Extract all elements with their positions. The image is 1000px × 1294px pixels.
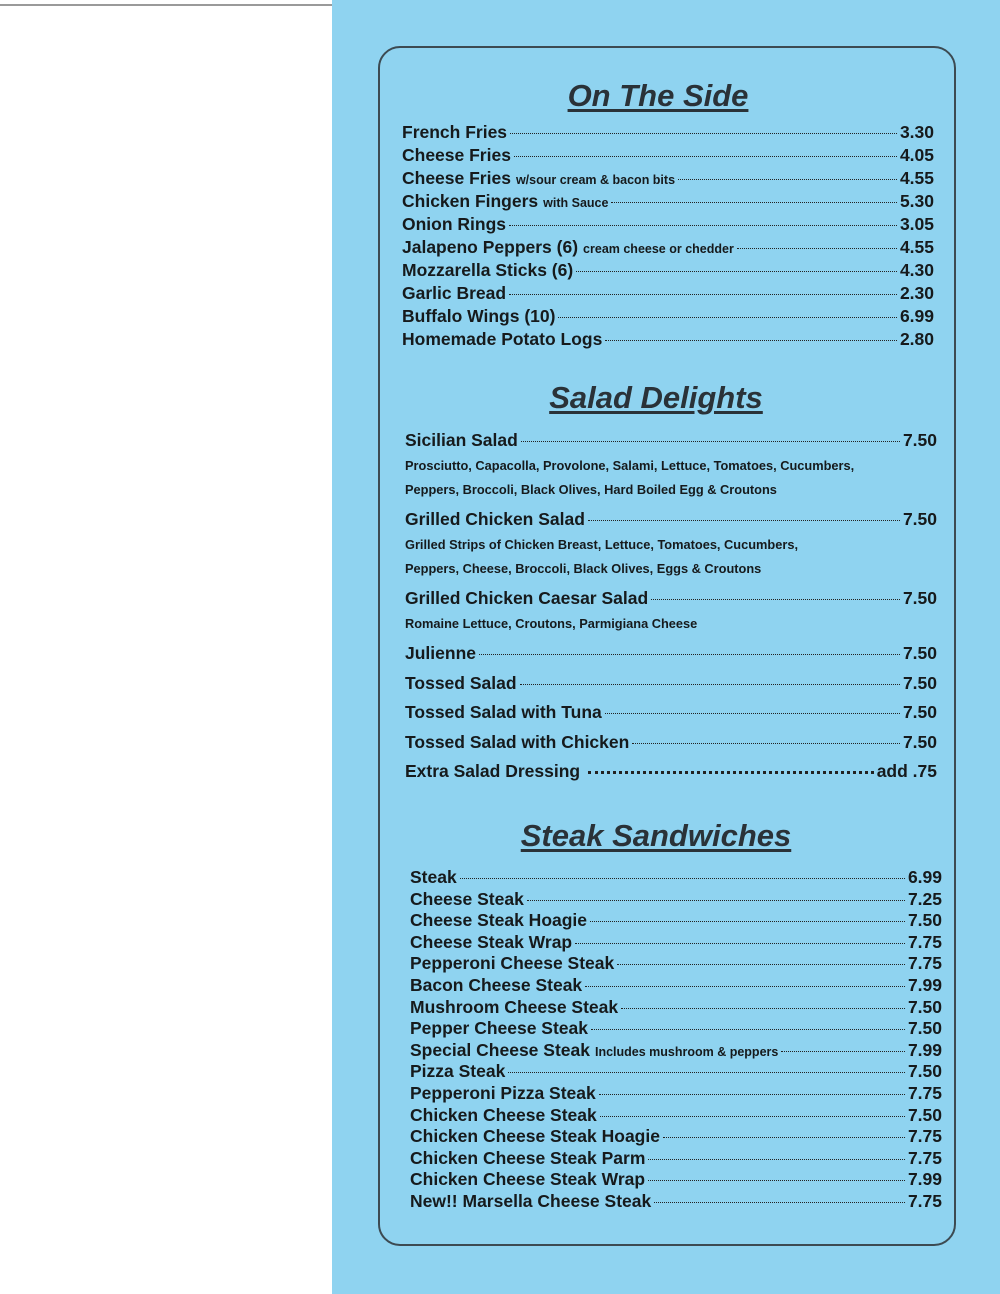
menu-item [410,1061,942,1083]
item-price: 3.05 [899,214,934,234]
item-name: Cheese Fries [402,168,511,188]
item-price: 7.99 [907,1169,942,1190]
menu-item [405,702,937,732]
menu-item-row [410,1148,942,1170]
item-price: 7.50 [907,910,942,931]
menu-item [402,168,934,191]
item-price: 7.99 [907,1039,942,1060]
item-name: Pepper Cheese Steak [410,1018,589,1039]
item-name: Bacon Cheese Steak [410,974,583,995]
menu-item [410,1191,942,1213]
item-price: 7.75 [907,1126,942,1147]
dot-leader [605,713,900,714]
item-price: 7.50 [902,643,937,663]
steak-item-list [410,867,942,1213]
item-price: 4.05 [899,145,934,165]
dot-leader [678,179,897,180]
menu-item-row [410,910,942,932]
menu-item [410,1169,942,1191]
menu-item [402,237,934,260]
menu-item-row [410,975,942,997]
dot-leader [651,599,900,600]
dot-leader [617,964,905,965]
item-name: Pizza Steak [410,1061,506,1082]
item-name: Buffalo Wings (10) [402,306,556,326]
menu-item [410,997,942,1019]
item-name: Julienne [405,643,476,663]
menu-item [410,910,942,932]
menu-item-row [410,953,942,975]
item-price: 7.50 [902,672,937,693]
section-steak-sandwiches [410,818,942,1213]
item-name: Tossed Salad with Tuna [405,702,602,723]
extra-dressing-name: Extra Salad Dressing [405,761,581,782]
menu-item [402,306,934,329]
item-price: 3.30 [899,122,934,142]
menu-item-row [405,673,937,697]
menu-item-row [405,702,937,726]
item-name: Homemade Potato Logs [402,329,603,349]
menu-item-row [410,932,942,954]
dot-leader [479,654,900,655]
menu-item-row [402,329,934,352]
menu-item [405,673,937,703]
menu-item-row [410,889,942,911]
item-price: 6.99 [899,306,934,326]
extra-dressing-price: add .75 [876,761,937,782]
menu-item-row [410,1018,942,1040]
item-price: 4.55 [899,237,934,257]
dot-leader [654,1202,905,1203]
menu-item-row [402,214,934,237]
dot-leader [588,520,900,521]
item-name: Mushroom Cheese Steak [410,996,619,1017]
item-name: Mozzarella Sticks (6) [402,260,574,280]
menu-item [402,191,934,214]
dot-leader [510,133,897,134]
item-price: 7.25 [907,888,942,909]
item-name: Garlic Bread [402,283,507,303]
item-note: cream cheese or chedder [583,242,734,256]
dot-leader [508,1072,905,1073]
item-name: Chicken Fingers [402,191,539,211]
item-name: Jalapeno Peppers (6) [402,237,579,257]
menu-item [410,953,942,975]
item-name: Chicken Cheese Steak [410,1104,597,1125]
side-item-list [402,122,934,352]
item-description: Peppers, Cheese, Broccoli, Black Olives, Eggs & Croutons [405,561,762,576]
menu-item [410,1040,942,1062]
menu-item [405,430,937,502]
menu-item-row [402,191,934,214]
dot-leader [514,156,897,157]
item-description: Peppers, Broccoli, Black Olives, Hard Boiled Egg & Croutons [405,482,777,497]
menu-item [410,1105,942,1127]
item-name: Sicilian Salad [405,430,518,450]
menu-item-row [405,643,937,667]
menu-item-row [402,283,934,306]
dot-leader [648,1180,905,1181]
menu-item [405,643,937,673]
menu-item-row [410,1191,942,1213]
menu-item [410,932,942,954]
menu-item [405,732,937,762]
item-price: 7.50 [902,588,937,608]
extra-salad-dressing-row [405,761,937,791]
dot-leader [611,202,896,203]
dot-leader [590,921,905,922]
dot-leader [621,1008,905,1009]
item-price: 7.50 [907,1018,942,1039]
item-name: Tossed Salad with Chicken [405,731,630,752]
dot-leader [632,743,900,744]
item-name: French Fries [402,122,508,142]
dot-leader [509,225,897,226]
dot-leader [663,1137,905,1138]
item-price: 7.50 [902,509,937,529]
menu-item [410,1018,942,1040]
menu-item-row [410,1040,942,1062]
dot-leader [576,271,897,272]
menu-item [405,509,937,581]
menu-item [410,975,942,997]
item-note: with Sauce [543,196,609,210]
section-title-on-the-side: On The Side [567,78,749,113]
menu-item-row [402,145,934,168]
menu-item-row [402,122,934,145]
item-price: 4.55 [899,168,934,188]
menu-item [402,283,934,306]
menu-item-row [410,1083,942,1105]
item-price: 7.75 [907,1082,942,1103]
item-description: Grilled Strips of Chicken Breast, Lettuce, Tomatoes, Cucumbers, [405,537,799,552]
salad-item-list [405,430,937,761]
dot-leader [521,441,900,442]
menu-item [402,122,934,145]
item-price: 7.99 [907,974,942,995]
dot-leader [575,943,905,944]
item-name: Pepperoni Cheese Steak [410,953,615,974]
item-price: 7.50 [902,731,937,752]
item-price: 7.50 [902,702,937,723]
item-price: 7.50 [907,996,942,1017]
menu-item-row [410,997,942,1019]
section-salad-delights [405,380,937,791]
menu-item [402,214,934,237]
menu-item [410,867,942,889]
item-name: Special Cheese Steak [410,1039,590,1060]
item-price: 7.50 [907,1061,942,1082]
item-note: w/sour cream & bacon bits [515,173,676,187]
item-price: 2.80 [899,329,934,349]
menu-item-row [410,1105,942,1127]
dot-leader [520,684,900,685]
dot-leader [591,1029,905,1030]
item-name: Chicken Cheese Steak Wrap [410,1169,646,1190]
dot-leader [460,878,905,879]
item-name: Cheese Steak [410,888,524,909]
item-description: Prosciutto, Capacolla, Provolone, Salami, Lettuce, Tomatoes, Cucumbers, [405,458,855,473]
menu-item-row [402,306,934,329]
dot-leader [737,248,897,249]
item-name: Chicken Cheese Steak Parm [410,1147,646,1168]
menu-item [405,588,937,636]
dot-leader [600,1116,905,1117]
item-description: Romaine Lettuce, Croutons, Parmigiana Cheese [405,616,698,631]
dot-leader [781,1051,905,1052]
menu-item-row [405,430,937,454]
top-edge-rule [0,4,335,6]
item-price: 7.75 [907,953,942,974]
item-price: 4.30 [899,260,934,280]
menu-item-row [410,1169,942,1191]
menu-item-row [410,1126,942,1148]
item-name: New!! Marsella Cheese Steak [410,1190,652,1211]
menu-item [410,1083,942,1105]
item-price: 6.99 [907,867,942,887]
section-title-salad-delights: Salad Delights [549,380,763,415]
dot-leader [648,1159,905,1160]
dot-leader [558,317,896,318]
menu-item [402,260,934,283]
item-price: 5.30 [899,191,934,211]
dot-leader [527,900,905,901]
item-name: Chicken Cheese Steak Hoagie [410,1126,660,1147]
item-name: Cheese Steak Wrap [410,931,573,952]
item-price: 7.75 [907,1147,942,1168]
item-name: Grilled Chicken Caesar Salad [405,588,649,608]
item-price: 7.75 [907,1190,942,1211]
dot-leader [599,1094,905,1095]
menu-item [410,1148,942,1170]
menu-item-row [405,588,937,612]
dot-leader [585,986,905,987]
item-name: Pepperoni Pizza Steak [410,1082,596,1103]
menu-item-row [405,509,937,533]
section-title-steak-sandwiches: Steak Sandwiches [520,818,792,853]
item-name: Onion Rings [402,214,507,234]
menu-item-row [402,237,934,260]
item-name: Cheese Fries [402,145,511,165]
item-price: 7.50 [902,430,937,450]
dot-leader [509,294,897,295]
item-name: Cheese Steak Hoagie [410,910,588,931]
section-on-the-side [402,78,934,352]
dot-leader [588,771,874,774]
menu-item-row [410,1061,942,1083]
menu-item-row [405,732,937,756]
menu-page [332,0,1000,1294]
menu-item-row [410,867,942,889]
item-price: 2.30 [899,283,934,303]
menu-item [402,329,934,352]
menu-item-row [402,168,934,191]
menu-item [410,1126,942,1148]
item-name: Steak [410,867,457,887]
menu-item [402,145,934,168]
menu-item [410,889,942,911]
dot-leader [605,340,897,341]
item-price: 7.75 [907,931,942,952]
item-note: Includes mushroom & peppers [594,1044,779,1059]
menu-item-row [402,260,934,283]
item-name: Tossed Salad [405,672,517,693]
item-price: 7.50 [907,1104,942,1125]
item-name: Grilled Chicken Salad [405,509,585,529]
